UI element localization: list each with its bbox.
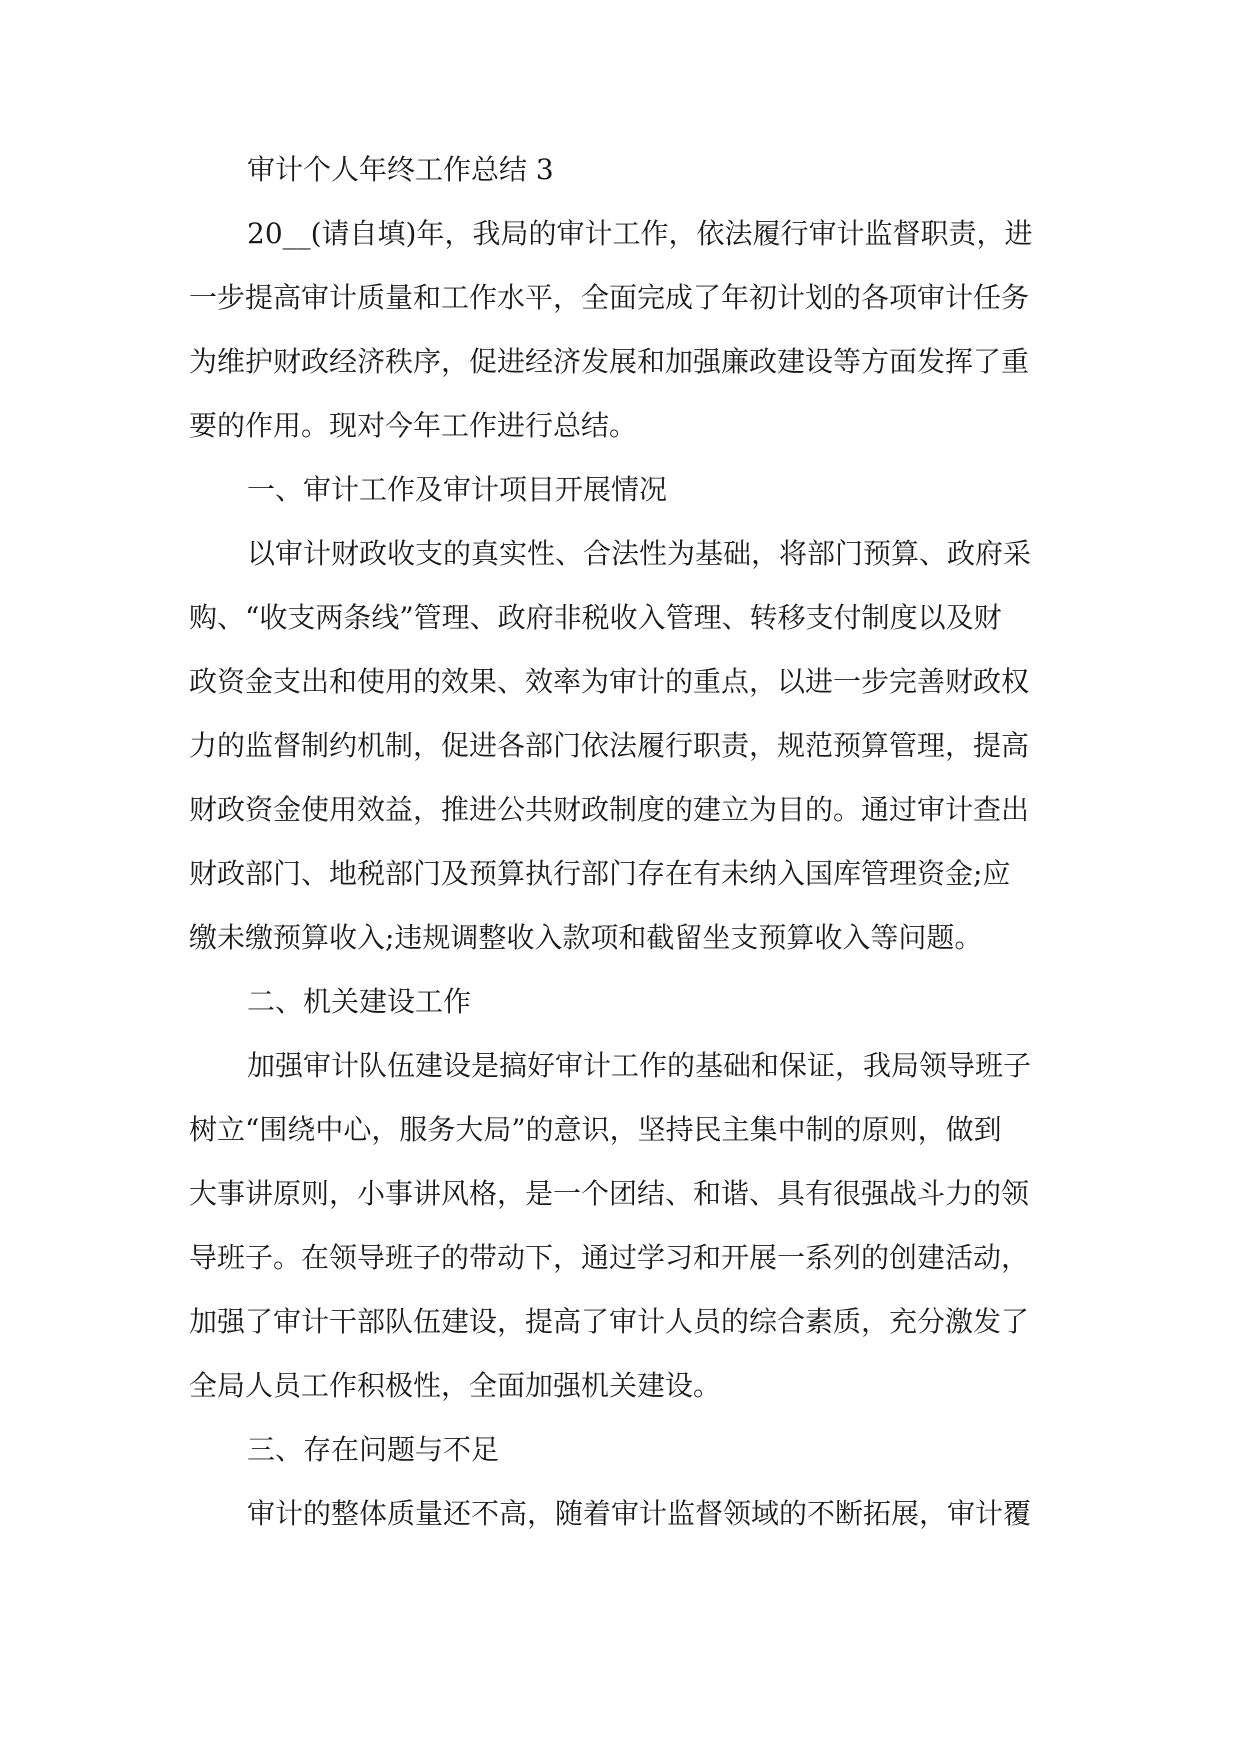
paragraph-line: 20__(请自填)年，我局的审计工作，依法履行审计监督职责，进: [247, 217, 1033, 250]
paragraph-line: 财政资金使用效益，推进公共财政制度的建立为目的。通过审计查出: [189, 793, 1030, 826]
paragraph-line: 财政部门、地税部门及预算执行部门存在有未纳入国库管理资金;应: [189, 857, 1011, 890]
paragraph-line: 导班子。在领导班子的带动下，通过学习和开展一系列的创建活动，: [189, 1241, 1030, 1274]
paragraph-line: 一步提高审计质量和工作水平，全面完成了年初计划的各项审计任务: [189, 281, 1030, 314]
section-heading: 一、审计工作及审计项目开展情况: [247, 473, 668, 506]
paragraph-line: 以审计财政收支的真实性、合法性为基础，将部门预算、政府采: [247, 537, 1032, 570]
paragraph-line: 政资金支出和使用的效果、效率为审计的重点，以进一步完善财政权: [189, 665, 1030, 698]
paragraph-line: 为维护财政经济秩序，促进经济发展和加强廉政建设等方面发挥了重: [189, 345, 1030, 378]
paragraph-line: 缴未缴预算收入;违规调整收入款项和截留坐支预算收入等问题。: [189, 921, 983, 954]
paragraph-line: 加强了审计干部队伍建设，提高了审计人员的综合素质，充分激发了: [189, 1305, 1030, 1338]
document-title: 审计个人年终工作总结 3: [247, 153, 554, 186]
paragraph-line: 全局人员工作积极性，全面加强机关建设。: [189, 1369, 722, 1402]
paragraph-line: 树立“围绕中心，服务大局”的意识，坚持民主集中制的原则，做到: [189, 1113, 1002, 1146]
paragraph-line: 要的作用。现对今年工作进行总结。: [189, 409, 638, 442]
paragraph-line: 购、“收支两条线”管理、政府非税收入管理、转移支付制度以及财: [189, 601, 1002, 634]
paragraph-line: 加强审计队伍建设是搞好审计工作的基础和保证，我局领导班子: [247, 1049, 1032, 1082]
paragraph-line: 大事讲原则，小事讲风格，是一个团结、和谐、具有很强战斗力的领: [189, 1177, 1030, 1210]
section-heading: 三、存在问题与不足: [247, 1433, 500, 1466]
section-heading: 二、机关建设工作: [247, 985, 472, 1018]
paragraph-line: 审计的整体质量还不高，随着审计监督领域的不断拓展，审计覆: [247, 1497, 1032, 1530]
paragraph-line: 力的监督制约机制，促进各部门依法履行职责，规范预算管理，提高: [189, 729, 1030, 762]
